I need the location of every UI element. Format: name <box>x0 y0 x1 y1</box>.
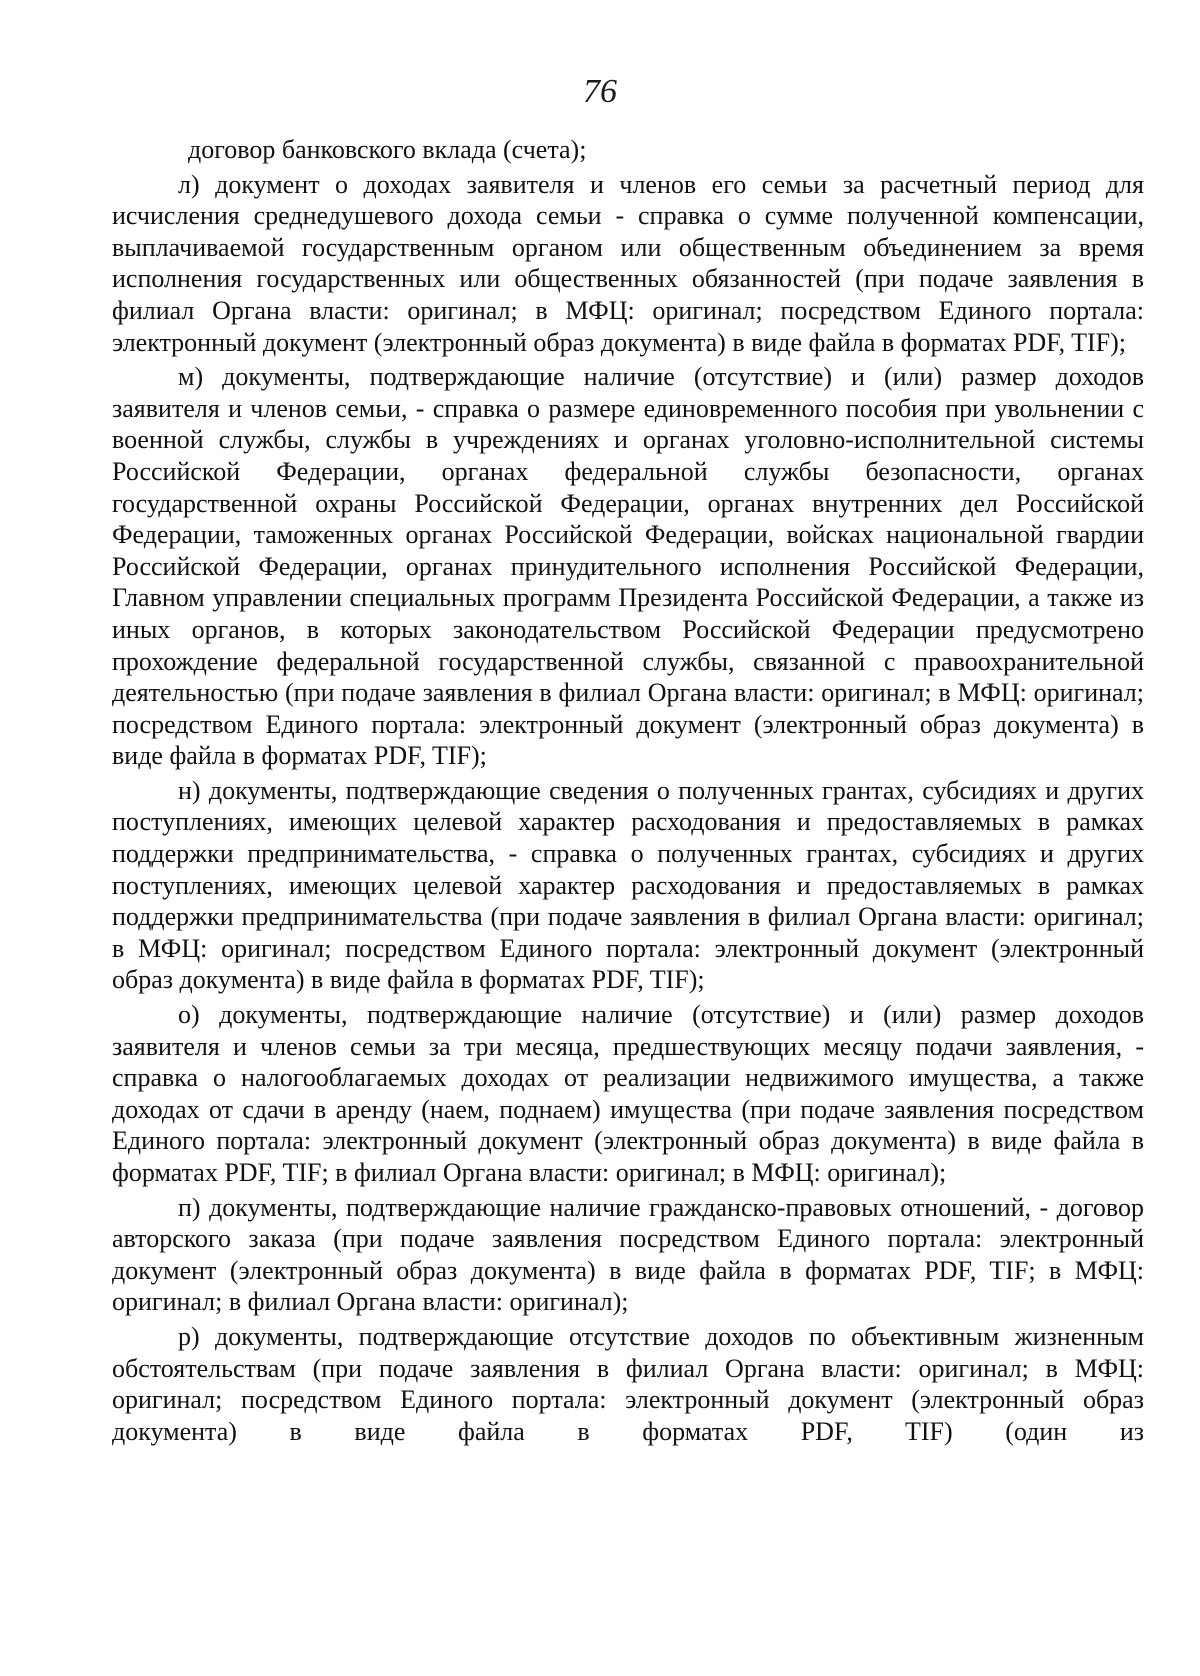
paragraph-p: п) документы, подтверждающие наличие гражданско-правовых отношений, - договор авторского заказа (при подаче заявления посредством Единого портала: электронный документ (электронный образ документа) в виде файла в форматах PDF, TIF; в МФЦ: оригинал; в филиал Органа власти: оригинал); <box>112 1192 1144 1317</box>
paragraph-n: н) документы, подтверждающие сведения о полученных грантах, субсидиях и других поступлениях, имеющих целевой характер расходования и предоставляемых в рамках поддержки предпринимательства, - справка о полученных грантах, субсидиях и других поступлениях, имеющих целевой характер расходования и предоставляемых в рамках поддержки предпринимательства (при подаче заявления в филиал Органа власти: оригинал; в МФЦ: оригинал; посредством Единого портала: электронный документ (электронный образ документа) в виде файла в форматах PDF, TIF); <box>112 775 1144 995</box>
paragraph-continuation: договор банковского вклада (счета); <box>188 135 587 164</box>
paragraph-l: л) документ о доходах заявителя и членов его семьи за расчетный период для исчисления среднедушевого дохода семьи - справка о сумме полученной компенсации, выплачиваемой государственным органом или общественным объединением за время исполнения государственных или общественных обязанностей (при подаче заявления в филиал Органа власти: оригинал; в МФЦ: оригинал; посредством Единого портала: электронный документ (электронный образ документа) в виде файла в форматах PDF, TIF); <box>112 169 1144 357</box>
page-number: 76 <box>583 73 617 110</box>
paragraph-m: м) документы, подтверждающие наличие (отсутствие) и (или) размер доходов заявителя и членов семьи, - справка о размере единовременного пособия при увольнении с военной службы, службы в учреждениях и органах уголовно-исполнительной системы Российской Федерации, органах федеральной службы безопасности, органах государственной охраны Российской Федерации, органах внутренних дел Российской Федерации, таможенных органах Российской Федерации, войсках национальной гвардии Российской Федерации, органах принудительного исполнения Российской Федерации, Главном управлении специальных программ Президента Российской Федерации, а также из иных органов, в которых законодательством Российской Федерации предусмотрено прохождение федеральной государственной службы, связанной с правоохранительной деятельностью (при подаче заявления в филиал Органа власти: оригинал; в МФЦ: оригинал; посредством Единого портала: электронный документ (электронный образ документа) в виде файла в форматах PDF, TIF); <box>112 362 1144 771</box>
paragraph-o: о) документы, подтверждающие наличие (отсутствие) и (или) размер доходов заявителя и членов семьи за три месяца, предшествующих месяцу подачи заявления, - справка о налогооблагаемых доходах от реализации недвижимого имущества, а также доходах от сдачи в аренду (наем, поднаем) имущества (при подаче заявления посредством Единого портала: электронный документ (электронный образ документа) в виде файла в форматах PDF, TIF; в филиал Органа власти: оригинал; в МФЦ: оригинал); <box>112 1000 1144 1187</box>
document-body <box>112 134 1144 1447</box>
paragraph-r: р) документы, подтверждающие отсутствие доходов по объективным жизненным обстоятельствам (при подаче заявления в филиал Органа власти: оригинал; в МФЦ: оригинал; посредством Единого портала: электронный документ (электронный образ документа) в виде файла в форматах PDF, TIF) (один из <box>112 1321 1144 1446</box>
